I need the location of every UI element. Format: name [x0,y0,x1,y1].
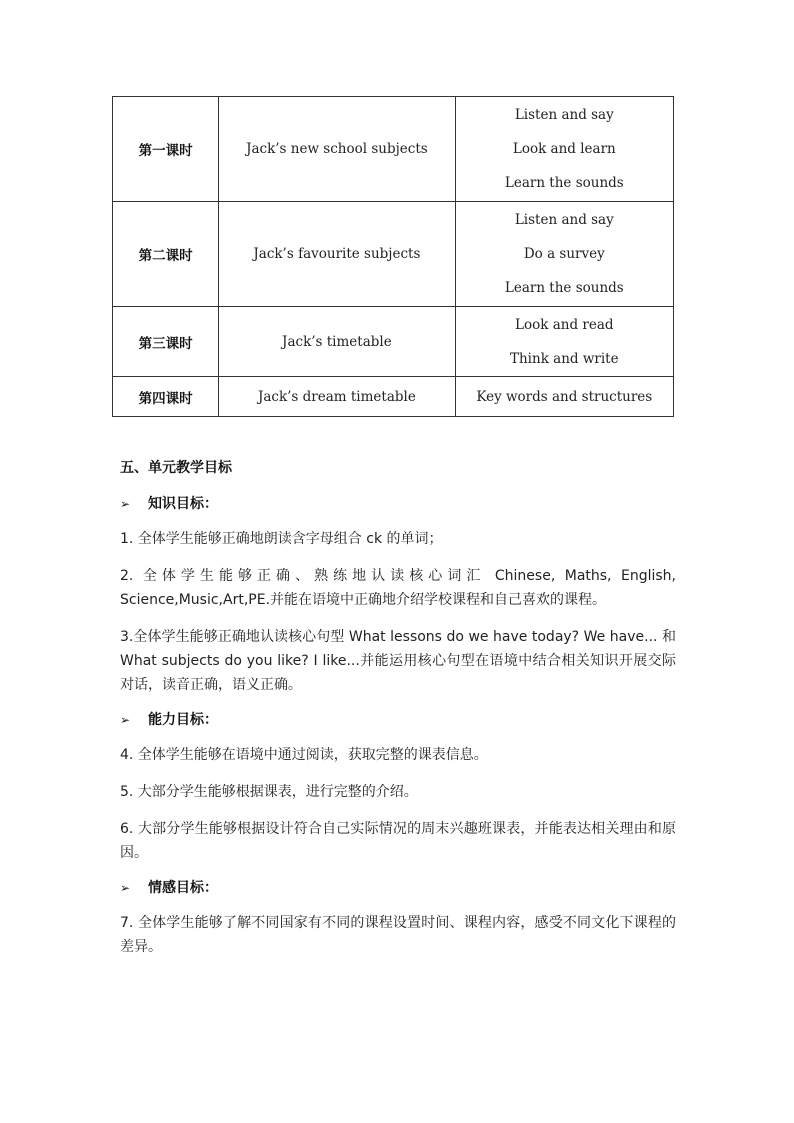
parts-cell [455,307,673,377]
part-item: Look and read [515,316,614,333]
objective-item: 1. 全体学生能够正确地朗读含字母组合 ck 的单词； [120,531,443,547]
objective-item: 6. 大部分学生能够根据设计符合自己实际情况的周末兴趣班课表，并能表达相关理由和原因。 [120,821,676,861]
section-title: 五、单元教学目标 [120,460,232,476]
topic-cell: Jack’s new school subjects [219,97,455,202]
parts-cell [455,202,673,307]
period-cell: 第三课时 [113,307,219,377]
table-row [113,307,674,377]
part-item: Look and learn [512,141,616,157]
ability-objectives-heading [120,707,676,733]
table-row [113,97,674,202]
topic-cell: Jack’s timetable [219,307,455,377]
period-cell: 第一课时 [113,97,219,202]
parts-cell [455,377,673,417]
objective-item: 4. 全体学生能够在语境中通过阅读，获取完整的课表信息。 [120,747,488,763]
knowledge-objectives-heading [120,491,676,517]
arrow-bullet-icon: ➢ [120,881,131,895]
subheading-label: 知识目标： [148,496,218,512]
objective-item: 5. 大部分学生能够根据课表，进行完整的介绍。 [120,784,418,800]
lesson-schedule-table [112,96,674,417]
objective-item: 7. 全体学生能够了解不同国家有不同的课程设置时间、课程内容，感受不同文化下课程的差异。 [120,915,676,955]
part-item: Listen and say [514,212,614,228]
emotion-objectives-heading [120,875,676,901]
parts-cell [455,97,673,202]
objective-item: 2. 全体学生能够正确、熟练地认读核心词汇 Chinese, Maths, English, Science,Music,Art,PE.并能在语境中正确地介绍学校课程和自己喜欢的课程。 [120,568,676,608]
subheading-label: 情感目标： [148,880,218,896]
table-row [113,377,674,417]
part-item: Learn the sounds [504,280,624,296]
topic-cell: Jack’s favourite subjects [219,202,455,307]
arrow-bullet-icon: ➢ [120,713,131,727]
period-cell: 第二课时 [113,202,219,307]
part-item: Learn the sounds [504,175,624,191]
part-item: Listen and say [514,107,614,123]
period-cell: 第四课时 [113,377,219,417]
teaching-objectives-section [120,455,676,959]
arrow-bullet-icon: ➢ [120,497,131,511]
part-item: Think and write [509,350,619,367]
part-item: Do a survey [523,246,605,262]
part-item: Key words and structures [476,388,653,405]
topic-cell: Jack’s dream timetable [219,377,455,417]
subheading-label: 能力目标： [148,712,218,728]
objective-item: 3.全体学生能够正确地认读核心句型 What lessons do we have today? We have... 和 What subjects do you like? I like...并能运用核心句型在语境中结合相关知识开展交际对话，读音正确，语义正确。 [120,629,676,693]
table-row [113,202,674,307]
